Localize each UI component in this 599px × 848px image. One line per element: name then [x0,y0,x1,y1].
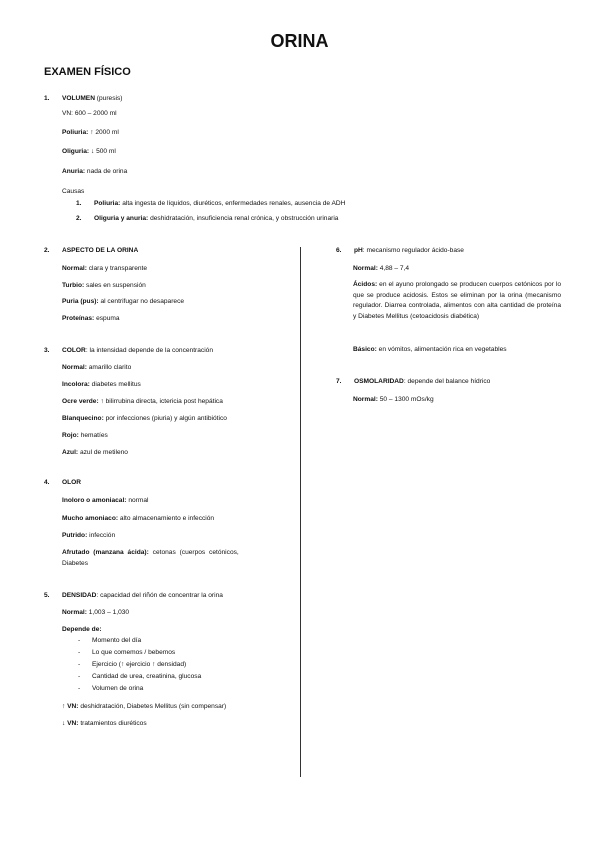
section-number: 1. [44,95,50,102]
section-number: 6. [336,247,342,254]
value: ↑ 2000 ml [88,129,119,136]
value: amarillo clarito [86,364,132,371]
value: ↑ bilirrubina directa, ictericia post hepática [98,398,223,405]
label: Ocre verde: [62,398,99,405]
color-incolora [62,381,141,389]
value: en vómitos, alimentación rica en vegetables [376,346,507,353]
heading-key: OLOR [62,479,82,486]
label: Normal: [62,609,87,616]
label: Oliguria: [62,148,90,155]
item-text: Ejercicio (↑ ejercicio ↑ densidad) [92,661,187,668]
value: normal [126,497,149,504]
poliuria-line [62,129,119,137]
value: infección [87,532,116,539]
label: Básico: [353,346,377,353]
value: tratamientos diuréticos [78,720,147,727]
heading-key: pH [354,247,363,254]
value: espuma [94,315,120,322]
ph-normal [353,265,409,273]
label: Poliuria: [62,129,89,136]
value: en el ayuno prolongado se producen cuerpos cetónicos por lo que se produce acidosis. Estos se eliminan por la orina (mecanismo regulador. Diarrea controlada, alimentos con alta cantidad de proteína y Diabetes Mellitus (cetoacidosis diabética) [353,281,561,320]
item-text: Lo que comemos / bebemos [92,649,176,656]
label: Azul: [62,449,79,456]
value: hematíes [78,432,108,439]
densidad-aumentada [62,703,226,711]
value: deshidratación, Diabetes Mellitus (sin compensar) [78,703,227,710]
value: 1,003 – 1,030 [86,609,130,616]
color-ocre [62,398,223,406]
ph-acidos [353,280,561,322]
volumen-vn: VN: 600 – 2000 ml [62,110,117,117]
list-item [78,661,186,669]
section-number: 5. [44,592,50,599]
color-rojo [62,432,108,440]
section-3-heading [44,347,213,355]
label: Poliuria: [94,200,121,207]
label: Puria (pus): [62,298,99,305]
label: Incolora: [62,381,90,388]
list-item [78,685,143,693]
depende-de-label: Depende de: [62,626,102,633]
label: Normal: [62,265,87,272]
section-7-heading [336,378,490,386]
label: Anuria: [62,168,86,175]
label: Inoloro o amoniacal: [62,497,127,504]
label: Normal: [62,364,87,371]
label: Putrido: [62,532,88,539]
heading-rest: (puresis) [94,95,123,102]
heading-key: COLOR [62,347,86,354]
value: clara y transparente [86,265,148,272]
list-item [78,637,141,645]
label: Proteínas: [62,315,95,322]
section-subtitle: EXAMEN FÍSICO [44,66,131,78]
label: Mucho amoniaco: [62,515,119,522]
column-divider [300,247,301,777]
label: Afrutado (manzana ácida): [62,549,149,556]
section-1-heading [44,95,122,103]
label: Rojo: [62,432,79,439]
olor-afrutado [62,549,239,557]
olor-inoloro [62,497,148,505]
value: al centrifugar no desaparece [98,298,185,305]
label: Normal: [353,265,378,272]
value: 4,88 – 7,4 [377,265,410,272]
item-number: 2. [76,215,82,222]
value: por infecciones (piuria) y algún antibiótico [103,415,227,422]
page-title: ORINA [270,31,329,51]
olor-afrutado-cont: Diabetes [62,560,89,567]
label: ↓ VN: [62,720,79,727]
aspecto-puria [62,298,184,306]
causa-1 [76,200,345,208]
value: ↓ 500 ml [89,148,116,155]
section-number: 2. [44,247,50,254]
heading-key: OSMOLARIDAD [354,378,404,385]
item-text: Momento del día [92,637,142,644]
section-4-heading [44,479,81,487]
value: deshidratación, insuficiencia renal crónica, y obstrucción urinaria [148,215,339,222]
osmolaridad-normal [353,396,434,404]
color-azul [62,449,128,457]
heading-rest: : capacidad del riñón de concentrar la orina [96,592,223,599]
value: cetonas (cuerpos cetónicos, [148,549,239,556]
heading-key: DENSIDAD [62,592,97,599]
bullet: - [78,673,81,680]
heading-key: VOLUMEN [62,95,95,102]
label: ↑ VN: [62,703,79,710]
aspecto-normal [62,265,147,273]
aspecto-proteinas [62,315,120,323]
section-number: 3. [44,347,50,354]
color-blanquecino [62,415,227,423]
bullet: - [78,637,81,644]
bullet: - [78,649,81,656]
heading-rest: : mecanismo regulador ácido-base [362,247,464,254]
label: Oliguria y anuria: [94,215,149,222]
olor-mucho-amoniaco [62,515,214,523]
label: Turbio: [62,282,85,289]
causas-label: Causas [62,188,85,195]
section-2-heading [44,247,138,255]
value: alta ingesta de líquidos, diuréticos, enfermedades renales, ausencia de ADH [120,200,346,207]
oliguria-line [62,148,116,156]
value: 50 – 1300 mOs/kg [377,396,434,403]
value: azul de metileno [78,449,128,456]
aspecto-turbio [62,282,146,290]
label: Blanquecino: [62,415,104,422]
value: nada de orina [85,168,128,175]
label: Ácidos: [353,281,378,288]
value: diabetes mellitus [89,381,141,388]
olor-putrido [62,532,115,540]
densidad-disminuida [62,720,147,728]
section-5-heading [44,592,223,600]
heading-rest: : la intensidad depende de la concentración [85,347,214,354]
bullet: - [78,685,81,692]
value: alto almacenamiento e infección [118,515,215,522]
section-6-heading [336,247,464,255]
ph-basico [353,346,507,354]
causa-2 [76,215,338,223]
list-item [78,673,201,681]
item-text: Cantidad de urea, creatinina, glucosa [92,673,202,680]
item-text: Volumen de orina [92,685,144,692]
label: Normal: [353,396,378,403]
anuria-line [62,168,127,176]
color-normal [62,364,131,372]
bullet: - [78,661,81,668]
value: sales en suspensión [84,282,146,289]
item-number: 1. [76,200,82,207]
heading-rest: : depende del balance hídrico [403,378,491,385]
section-number: 7. [336,378,342,385]
list-item [78,649,175,657]
densidad-normal [62,609,129,617]
heading-key: ASPECTO DE LA ORINA [62,247,139,254]
section-number: 4. [44,479,50,486]
